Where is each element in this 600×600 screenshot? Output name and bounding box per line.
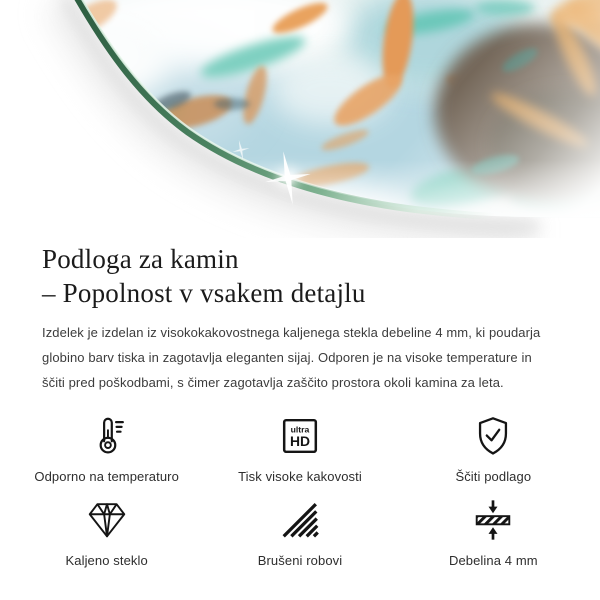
- brushed-edges-icon: [277, 497, 323, 543]
- feature-thickness: [397, 497, 590, 568]
- feature-label: Ščiti podlago: [455, 468, 532, 484]
- feature-label: Debelina 4 mm: [448, 552, 538, 568]
- product-description-section: [0, 242, 600, 396]
- feature-grid: [0, 413, 600, 568]
- feature-label: Brušeni robovi: [257, 552, 343, 568]
- feature-label: Odporno na temperaturo: [34, 468, 179, 484]
- feature-protects-surface: [397, 413, 590, 484]
- product-description-text: Izdelek je izdelan iz visokokakovostnega kaljenega stekla debeline 4 mm, ki poudarja globino barv tiska in zagotavlja eleganten sijaj. Odporen je na visoke temperature in ščiti pred poškodbami, s čimer zagotavlja zaščito prostora okoli kamina za leta.: [42, 325, 541, 391]
- page-title-line1: Podloga za kamin: [42, 244, 239, 274]
- feature-heat-resistant: [10, 413, 203, 484]
- glass-panel-photo: [0, 0, 600, 238]
- thickness-icon: [470, 497, 516, 543]
- feature-print-quality: [203, 413, 396, 484]
- feature-label: Tisk visoke kakovosti: [238, 468, 362, 484]
- hero-product-image: [0, 0, 600, 238]
- feature-label: Kaljeno steklo: [65, 552, 148, 568]
- ultra-hd-icon-text-top: ultra: [290, 424, 310, 435]
- page-title: [42, 242, 558, 310]
- feature-polished-edges: [203, 497, 396, 568]
- diamond-icon: [84, 497, 130, 543]
- shield-check-icon: [470, 413, 516, 459]
- page-title-line2: – Popolnost v vsakem detajlu: [42, 278, 366, 308]
- feature-tempered-glass: [10, 497, 203, 568]
- ultra-hd-icon: [277, 413, 323, 459]
- thermometer-icon: [84, 413, 130, 459]
- ultra-hd-icon-text-bottom: HD: [289, 432, 311, 449]
